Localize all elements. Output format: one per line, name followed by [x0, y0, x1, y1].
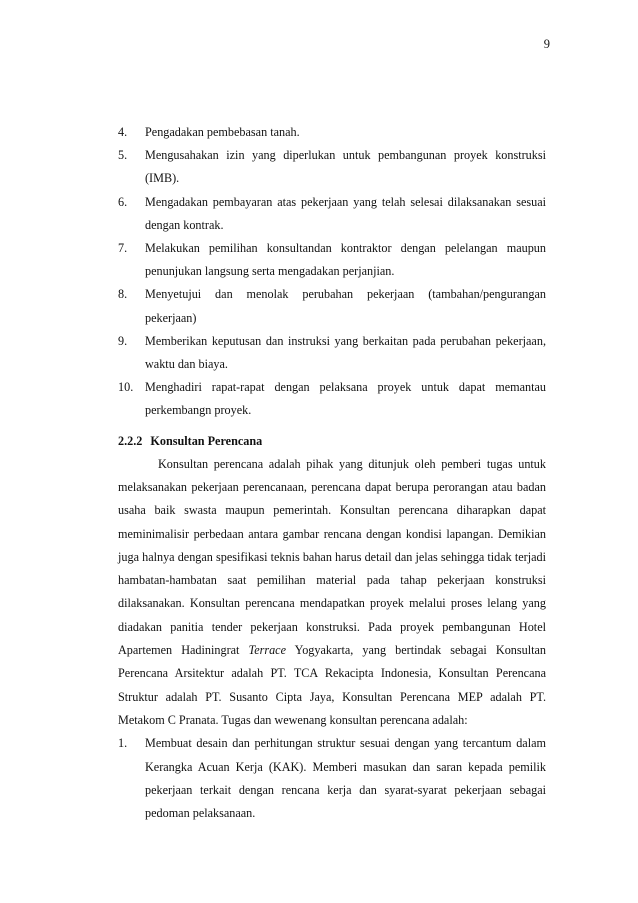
list-item-number: 9.: [118, 333, 128, 348]
list-item-number: 10.: [118, 380, 134, 395]
list-item-text: Melakukan pemilihan konsultandan kontraktor dengan pelelangan maupun penunjukan langsung serta mengadakan perjanjian.: [145, 241, 546, 279]
list-item: [118, 283, 546, 329]
page-number: 9: [543, 37, 550, 51]
list-item: [118, 732, 546, 825]
list-item: [118, 376, 546, 422]
list-item-text: Mengusahakan izin yang diperlukan untuk pembangunan proyek konstruksi (IMB).: [145, 148, 546, 186]
list-item: [118, 121, 546, 144]
list-item-text: Pengadakan pembebasan tanah.: [145, 125, 300, 139]
list-item-text: Menyetujui dan menolak perubahan pekerjaan (tambahan/pengurangan pekerjaan): [145, 287, 546, 325]
list-item: [118, 144, 546, 190]
owner-duties-list: [118, 121, 546, 423]
section-number: 2.2.2: [118, 433, 143, 448]
page-content: [118, 121, 546, 825]
list-item-text: Mengadakan pembayaran atas pekerjaan yang telah selesai dilaksanakan sesuai dengan kontrak.: [145, 194, 546, 232]
list-item-number: 4.: [118, 125, 128, 139]
list-item: [118, 237, 546, 283]
list-item-number: 1.: [118, 736, 128, 751]
list-item-number: 6.: [118, 194, 128, 209]
paragraph-text-part1: Konsultan perencana adalah pihak yang ditunjuk oleh pemberi tugas untuk melaksanakan pekerjaan perencanaan, perencana dapat berupa perorangan atau badan usaha baik swasta maupun pemerintah. Konsultan perencana diharapkan dapat meminimalisir perbedaan antara gambar rencana dengan kondisi lapangan. Demikian juga halnya dengan spesifikasi teknis bahan harus detail dan jelas sehingga tidak terjadi hambatan-hambatan saat pemilihan material pada tahap pekerjaan konstruksi dilaksanakan. Konsultan perencana mendapatkan proyek melalui proses lelang yang diadakan panitia tender pekerjaan konstruksi. Pada proyek pembangunan Hotel Apartemen Hadiningrat: [118, 456, 546, 658]
section-title: Konsultan Perencana: [150, 433, 263, 448]
list-item-text: Menghadiri rapat-rapat dengan pelaksana proyek untuk dapat memantau perkembangn proyek.: [145, 380, 546, 418]
list-item-number: 5.: [118, 148, 128, 163]
section-heading: [118, 430, 546, 453]
list-item: [118, 191, 546, 237]
consultant-duties-list: [118, 732, 546, 825]
paragraph-text-part2: Yogyakarta, yang bertindak sebagai Konsultan Perencana Arsitektur adalah PT. TCA Rekacipta Indonesia, Konsultan Perencana Struktur adalah PT. Susanto Cipta Jaya, Konsultan Perencana MEP adalah PT. Metakom C Pranata. Tugas dan wewenang konsultan perencana adalah:: [118, 643, 546, 727]
list-item-text: Membuat desain dan perhitungan struktur sesuai dengan yang tercantum dalam Kerangka Acuan Kerja (KAK). Memberi masukan dan saran kepada pemilik pekerjaan terkait dengan rencana kerja dan syarat-syarat pekerjaan sebagai pedoman pelaksanaan.: [145, 736, 546, 821]
body-paragraph: [118, 453, 546, 733]
list-item-number: 8.: [118, 287, 128, 302]
list-item-text: Memberikan keputusan dan instruksi yang berkaitan pada perubahan pekerjaan, waktu dan biaya.: [145, 333, 546, 372]
list-item: [118, 330, 546, 376]
list-item-number: 7.: [118, 241, 128, 256]
paragraph-italic-term: Terrace: [248, 643, 286, 658]
